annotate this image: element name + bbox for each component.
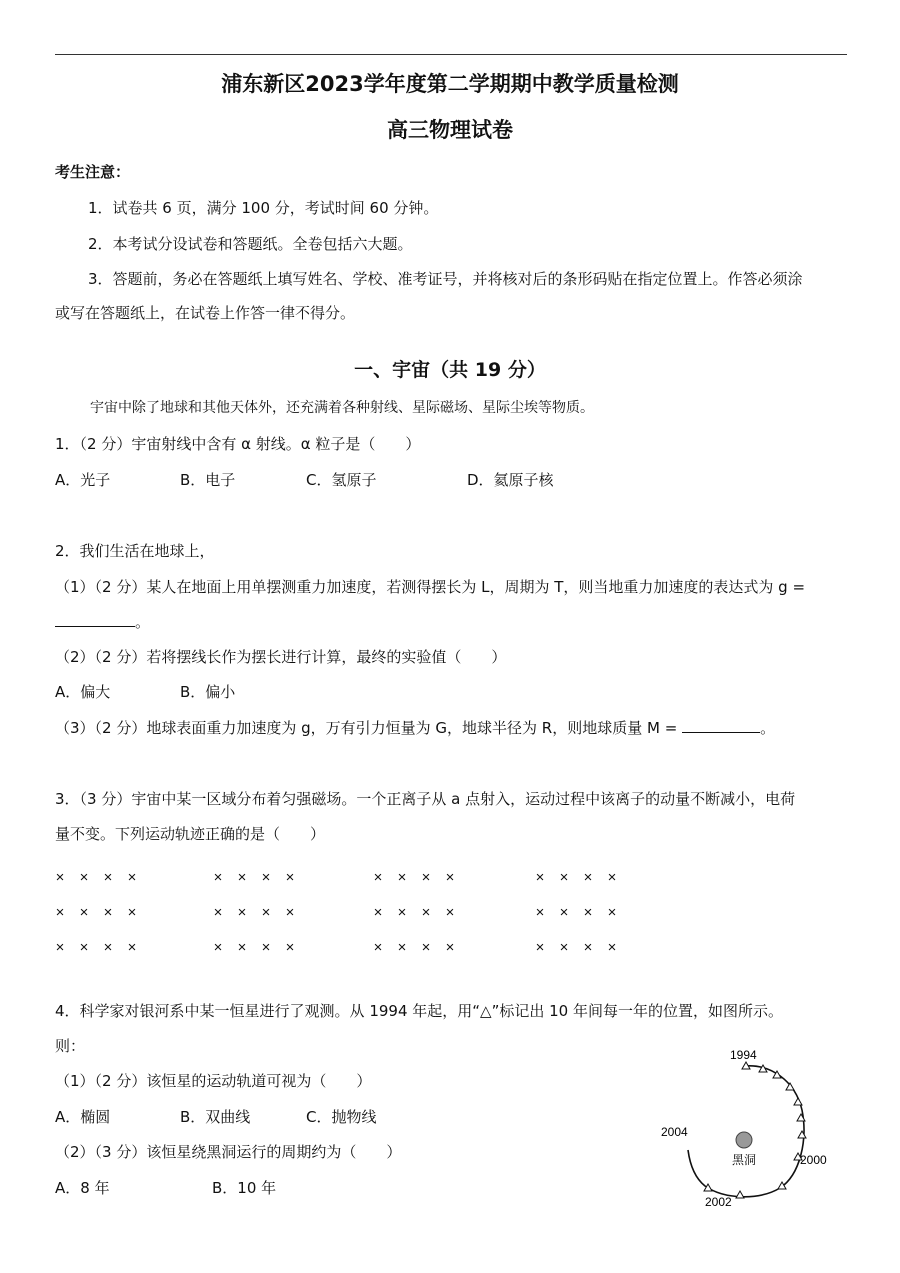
q3-stem-line2: 量不变。下列运动轨迹正确的是（ ） — [55, 825, 326, 843]
year-position-marker — [794, 1098, 802, 1105]
field-cross-mark: × — [397, 939, 407, 956]
page-title: 浦东新区2023学年度第二学期期中教学质量检测 — [221, 72, 679, 96]
black-hole-label: 黑洞 — [731, 1153, 757, 1167]
field-cross-mark: × — [607, 904, 617, 921]
field-cross-mark: × — [79, 939, 89, 956]
field-cross-mark: × — [535, 869, 545, 886]
field-cross-mark: × — [583, 939, 593, 956]
field-cross-mark: × — [397, 869, 407, 886]
star-orbit-figure — [650, 1040, 850, 1220]
field-cross-mark: × — [397, 904, 407, 921]
field-cross-mark: × — [261, 904, 271, 921]
q2-part2-option-b: B．偏小 — [180, 683, 236, 701]
field-cross-mark: × — [103, 904, 113, 921]
field-cross-mark: × — [55, 939, 65, 956]
notice-item: 3．答题前，务必在答题纸上填写姓名、学校、准考证号，并将核对后的条形码贴在指定位置上。作答必须涂 — [88, 270, 803, 288]
q4-part2: （2）（3 分）该恒星绕黑洞运行的周期约为（ ） — [55, 1143, 402, 1161]
year-label-2004: 2004 — [661, 1125, 688, 1139]
field-cross-mark: × — [127, 904, 137, 921]
year-position-marker — [786, 1083, 794, 1090]
q4-part1-option-b: B．双曲线 — [180, 1108, 251, 1126]
q4-stem-line1: 4．科学家对银河系中某一恒星进行了观测。从 1994 年起，用“△”标记出 10 年间每一年的位置，如图所示。 — [55, 1002, 783, 1020]
field-cross-mark: × — [445, 869, 455, 886]
field-cross-mark: × — [103, 939, 113, 956]
field-cross-mark: × — [103, 869, 113, 886]
field-cross-mark: × — [213, 869, 223, 886]
notice-item: 1．试卷共 6 页，满分 100 分，考试时间 60 分钟。 — [88, 199, 439, 217]
q2-part1: （1）（2 分）某人在地面上用单摆测重力加速度，若测得摆长为 L，周期为 T，则当地重力加速度的表达式为 g = — [55, 578, 806, 596]
field-cross-mark: × — [79, 904, 89, 921]
field-cross-mark: × — [583, 904, 593, 921]
field-cross-mark: × — [285, 869, 295, 886]
field-cross-mark: × — [373, 939, 383, 956]
answer-blank — [682, 718, 760, 733]
field-cross-mark: × — [421, 904, 431, 921]
field-cross-mark: × — [285, 939, 295, 956]
q4-stem-line2: 则： — [55, 1037, 86, 1055]
year-position-marker — [778, 1182, 786, 1189]
q1-stem: 1．（2 分）宇宙射线中含有 α 射线。α 粒子是（ ） — [55, 435, 421, 453]
field-cross-mark: × — [373, 869, 383, 886]
year-label-1994: 1994 — [730, 1048, 757, 1062]
notice-item: 2．本考试分设试卷和答题纸。全卷包括六大题。 — [88, 235, 413, 253]
field-cross-mark: × — [237, 869, 247, 886]
field-cross-mark: × — [559, 869, 569, 886]
field-cross-mark: × — [213, 904, 223, 921]
field-cross-mark: × — [55, 904, 65, 921]
field-cross-mark: × — [607, 869, 617, 886]
page-subtitle: 高三物理试卷 — [387, 118, 513, 142]
q4-part1-option-a: A．椭圆 — [55, 1108, 111, 1126]
magnetic-field-crosses — [56, 869, 617, 956]
year-position-marker — [704, 1184, 712, 1191]
q2-part2-option-a: A．偏大 — [55, 683, 111, 701]
orbit-path — [688, 1066, 804, 1197]
q2-part1-answer-line: 。 — [55, 612, 150, 632]
field-cross-mark: × — [237, 904, 247, 921]
field-cross-mark: × — [559, 939, 569, 956]
top-rule — [55, 54, 847, 55]
notice-item: 或写在答题纸上，在试卷上作答一律不得分。 — [55, 304, 356, 322]
year-label-2000: 2000 — [800, 1153, 827, 1167]
field-cross-mark: × — [445, 904, 455, 921]
field-cross-mark: × — [237, 939, 247, 956]
q2-part3: （3）（2 分）地球表面重力加速度为 g，万有引力恒量为 G，地球半径为 R，则地球质量 M = 。 — [55, 719, 776, 737]
q1-option-d: D．氦原子核 — [467, 471, 554, 489]
q4-part1-option-c: C．抛物线 — [306, 1108, 377, 1126]
field-cross-mark: × — [213, 939, 223, 956]
q2-part2: （2）（2 分）若将摆线长作为摆长进行计算，最终的实验值（ ） — [55, 648, 507, 666]
black-hole — [736, 1132, 752, 1148]
answer-blank — [55, 612, 135, 627]
q4-part2-option-b: B．10 年 — [212, 1179, 277, 1197]
field-cross-mark: × — [285, 904, 295, 921]
field-cross-mark: × — [421, 939, 431, 956]
q2-stem: 2．我们生活在地球上， — [55, 542, 215, 560]
field-cross-mark: × — [535, 904, 545, 921]
field-cross-mark: × — [55, 869, 65, 886]
section-title: 一、宇宙（共 19 分） — [354, 359, 546, 381]
field-cross-mark: × — [583, 869, 593, 886]
field-cross-mark: × — [127, 939, 137, 956]
q1-option-a: A．光子 — [55, 471, 111, 489]
field-cross-mark: × — [127, 869, 137, 886]
field-cross-mark: × — [559, 904, 569, 921]
q3-trajectory-diagrams — [0, 860, 900, 1000]
field-cross-mark: × — [79, 869, 89, 886]
q1-option-c: C．氢原子 — [306, 471, 377, 489]
field-cross-mark: × — [261, 869, 271, 886]
notice-heading: 考生注意： — [55, 163, 131, 181]
field-cross-mark: × — [261, 939, 271, 956]
field-cross-mark: × — [421, 869, 431, 886]
q3-stem-line1: 3．（3 分）宇宙中某一区域分布着匀强磁场。一个正离子从 a 点射入，运动过程中该离子的动量不断减小，电荷 — [55, 790, 796, 808]
q4-part1: （1）（2 分）该恒星的运动轨道可视为（ ） — [55, 1072, 372, 1090]
field-cross-mark: × — [535, 939, 545, 956]
year-label-2002: 2002 — [705, 1195, 732, 1209]
field-cross-mark: × — [373, 904, 383, 921]
year-position-marker — [736, 1191, 744, 1198]
field-cross-mark: × — [607, 939, 617, 956]
q4-part2-option-a: A．8 年 — [55, 1179, 110, 1197]
q1-option-b: B．电子 — [180, 471, 236, 489]
field-cross-mark: × — [445, 939, 455, 956]
section-intro: 宇宙中除了地球和其他天体外，还充满着各种射线、星际磁场、星际尘埃等物质。 — [90, 400, 594, 416]
